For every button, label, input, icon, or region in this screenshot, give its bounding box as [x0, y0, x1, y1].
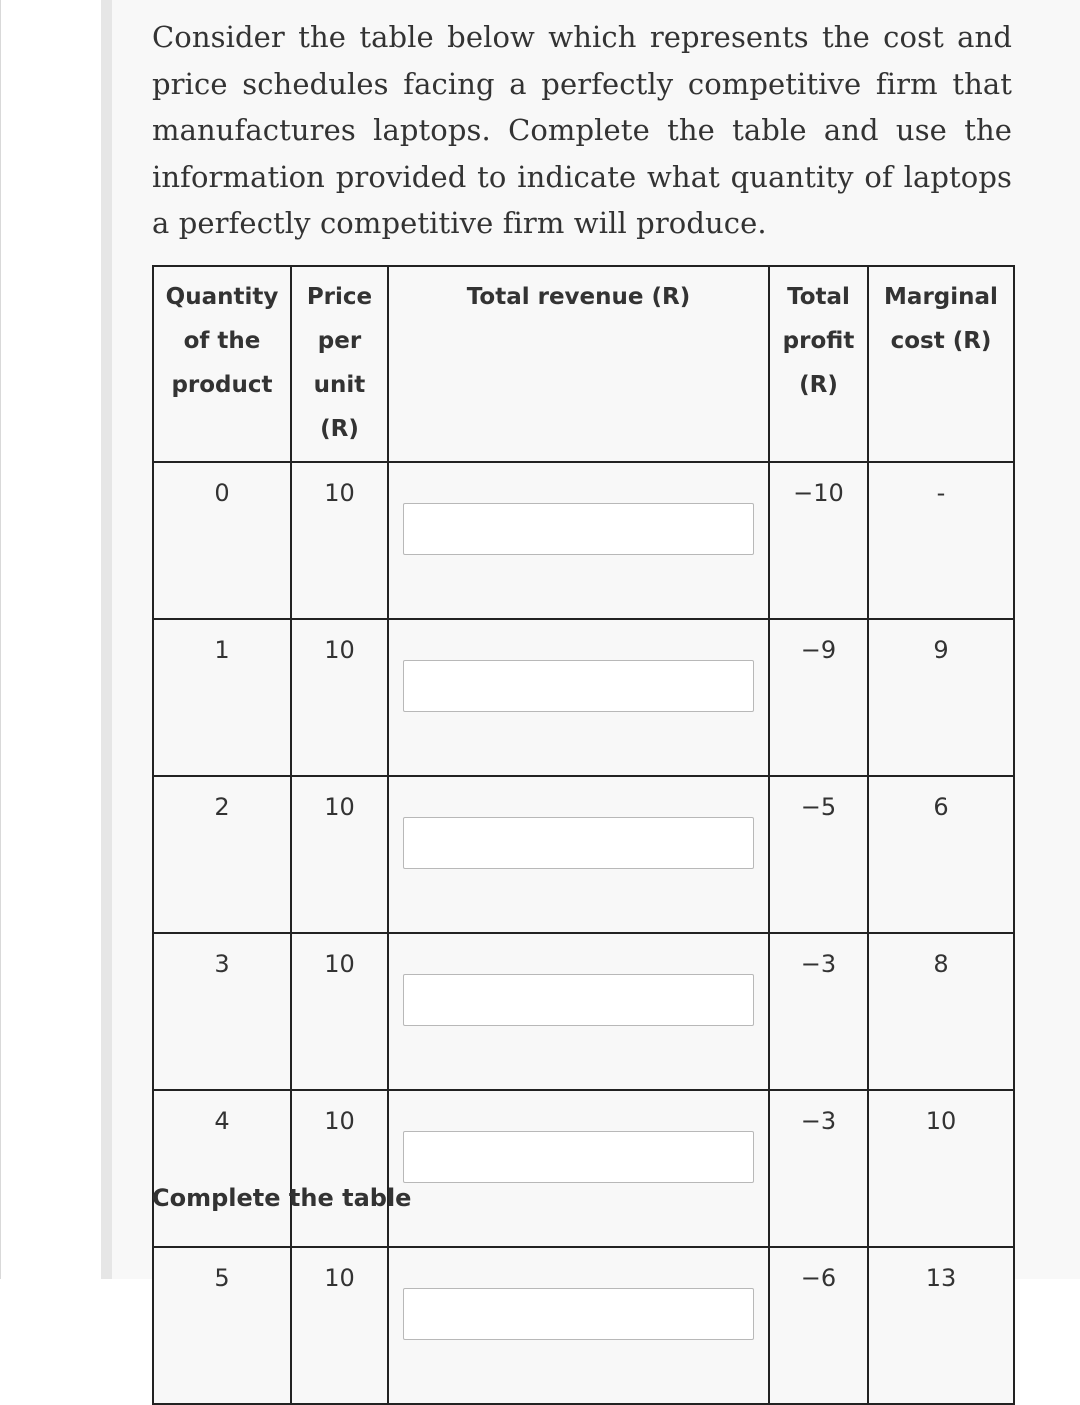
total-revenue-input[interactable]: [403, 660, 754, 712]
total-revenue-cell: [388, 776, 769, 933]
header-total-profit: Total profit (R): [769, 266, 868, 462]
quantity-cell: 1: [153, 619, 291, 776]
quantity-cell: 2: [153, 776, 291, 933]
marginal-cost-cell: -: [868, 462, 1014, 619]
rail-stripe: [101, 0, 112, 1279]
quantity-cell: 5: [153, 1247, 291, 1404]
complete-table-label: Complete the table: [152, 1184, 412, 1212]
header-price: Price per unit (R): [291, 266, 388, 462]
marginal-cost-cell: 8: [868, 933, 1014, 1090]
header-total-revenue: Total revenue (R): [388, 266, 769, 462]
table-row: [153, 1090, 1014, 1247]
cost-price-schedule-table: [152, 265, 1015, 1405]
header-marginal-cost: Marginal cost (R): [868, 266, 1014, 462]
table-row: [153, 462, 1014, 619]
total-profit-cell: −10: [769, 462, 868, 619]
total-profit-cell: −9: [769, 619, 868, 776]
header-row: [153, 266, 1014, 462]
total-revenue-cell: [388, 1090, 769, 1247]
total-revenue-cell: [388, 619, 769, 776]
quantity-cell: 0: [153, 462, 291, 619]
total-profit-cell: −3: [769, 1090, 868, 1247]
total-revenue-input[interactable]: [403, 1288, 754, 1340]
table-row: [153, 1247, 1014, 1404]
table-row: [153, 619, 1014, 776]
price-cell: 10: [291, 462, 388, 619]
left-rail: [0, 0, 102, 1279]
total-revenue-input[interactable]: [403, 503, 754, 555]
table-row: [153, 933, 1014, 1090]
question-text: Consider the table below which represents the cost and price schedules facing a perfectly competitive firm that manufactures laptops. Complete the table and use the information provided to indicate what quantity of laptops a perfectly competitive firm will produce.: [152, 20, 1012, 240]
total-revenue-cell: [388, 933, 769, 1090]
total-profit-cell: −3: [769, 933, 868, 1090]
price-cell: 10: [291, 1090, 388, 1247]
quantity-cell: 3: [153, 933, 291, 1090]
marginal-cost-cell: 10: [868, 1090, 1014, 1247]
price-cell: 10: [291, 776, 388, 933]
total-revenue-input[interactable]: [403, 817, 754, 869]
total-revenue-cell: [388, 1247, 769, 1404]
price-cell: 10: [291, 1247, 388, 1404]
quantity-cell: 4: [153, 1090, 291, 1247]
total-profit-cell: −5: [769, 776, 868, 933]
total-revenue-cell: [388, 462, 769, 619]
total-revenue-input[interactable]: [403, 1131, 754, 1183]
marginal-cost-cell: 9: [868, 619, 1014, 776]
marginal-cost-cell: 6: [868, 776, 1014, 933]
total-revenue-input[interactable]: [403, 974, 754, 1026]
header-quantity: Quantity of the product: [153, 266, 291, 462]
marginal-cost-cell: 13: [868, 1247, 1014, 1404]
table-row: [153, 776, 1014, 933]
price-cell: 10: [291, 619, 388, 776]
price-cell: 10: [291, 933, 388, 1090]
total-profit-cell: −6: [769, 1247, 868, 1404]
